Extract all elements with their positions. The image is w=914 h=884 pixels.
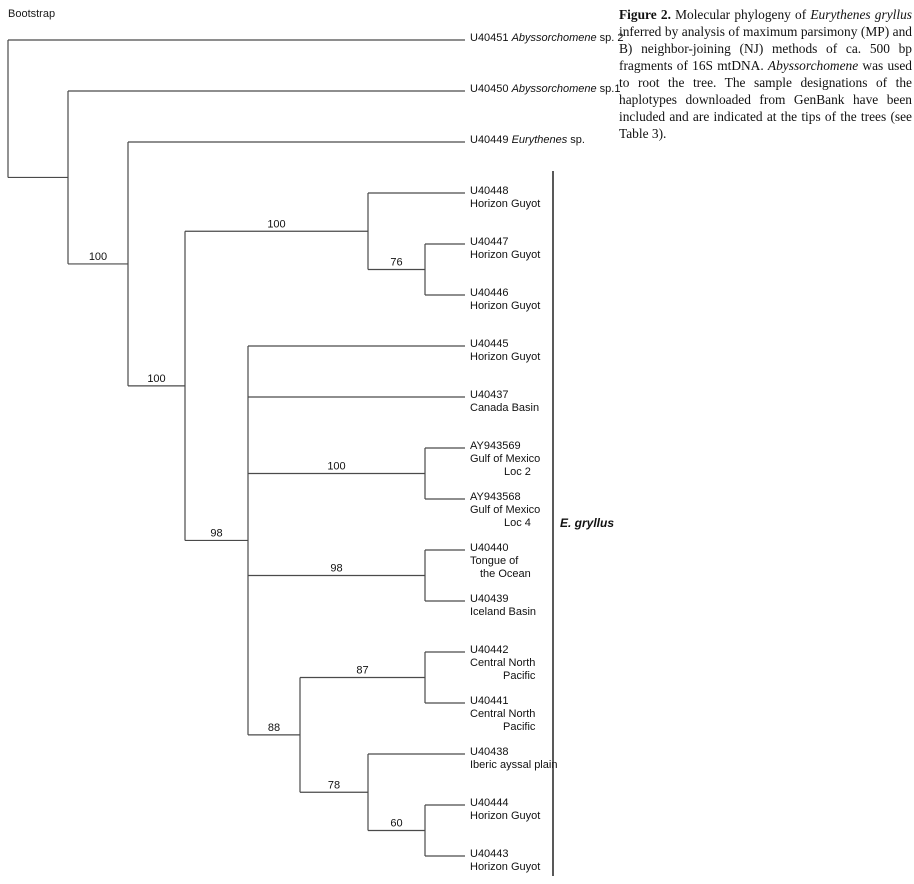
tip-label-line: U40446 — [470, 287, 509, 299]
tip-label-line: U40445 — [470, 338, 509, 350]
tip-label — [470, 542, 531, 581]
tip-label-line: U40444 — [470, 797, 509, 809]
caption-segment: Figure 2. — [619, 7, 671, 22]
tip-label-line: Horizon Guyot — [470, 861, 541, 873]
tip-label-line: Central North — [470, 708, 536, 720]
tip-label-line: Horizon Guyot — [470, 351, 541, 363]
support-value: 100 — [327, 460, 346, 473]
tip-label-line: Loc 2 — [504, 466, 531, 478]
tip-label-line: U40438 — [470, 746, 509, 758]
caption-segment: Molecular phylogeny of — [670, 7, 811, 22]
tip-label-line: the Ocean — [480, 568, 531, 580]
tip-label — [470, 746, 557, 772]
support-value: 87 — [356, 664, 369, 677]
tip-label-line: Pacific — [503, 670, 536, 682]
tip-label — [470, 236, 540, 262]
tip-label-line: Horizon Guyot — [470, 249, 541, 261]
tip-label — [470, 338, 540, 364]
caption-segment: inferred by analysis of maximum parsimony (MP) and B) neighbor-joining (NJ) methods of ca. 500 bp fragments of 16S mtDNA. — [619, 24, 912, 73]
caption-segment: Eurythenes gryllus — [810, 7, 912, 22]
clade-label: E. gryllus — [560, 515, 615, 530]
support-value: 76 — [390, 256, 403, 269]
tip-label-line: U40449 Eurythenes sp. — [470, 134, 585, 146]
tip-label-line: Loc 4 — [504, 517, 531, 529]
tip-label-line: U40440 — [470, 542, 509, 554]
figure-caption — [619, 6, 912, 142]
tip-label — [470, 848, 540, 874]
tip-label — [470, 134, 585, 147]
tip-label — [470, 491, 540, 530]
tip-label-line: Iceland Basin — [470, 606, 537, 618]
tip-label-line: U40441 — [470, 695, 509, 707]
tip-label — [470, 32, 624, 45]
tip-label-line: U40442 — [470, 644, 509, 656]
tip-label-line: U40447 — [470, 236, 509, 248]
support-value: 98 — [210, 527, 223, 540]
tip-label-line: U40437 — [470, 389, 509, 401]
support-value: 100 — [267, 218, 286, 231]
tip-label-line: U40451 Abyssorchomene sp. 2 — [470, 32, 624, 44]
bootstrap-label: Bootstrap — [8, 8, 56, 20]
tip-label — [470, 185, 540, 211]
support-value: 78 — [327, 779, 341, 792]
tip-label-line: Iberic ayssal plain — [470, 759, 558, 771]
support-value: 100 — [88, 250, 108, 263]
tip-label — [470, 287, 540, 313]
tip-label-line: U40448 — [470, 185, 509, 197]
tip-label-line: U40439 — [470, 593, 509, 605]
caption-segment: was used to root the tree. The sample designations of the haplotypes downloaded from GenBank have been included and are indicated at the tips of the trees (see Table 3). — [619, 58, 912, 141]
tip-label-line: Horizon Guyot — [470, 300, 541, 312]
tip-label — [470, 644, 535, 683]
tip-label-line: U40450 Abyssorchomene sp.1 — [470, 83, 621, 95]
caption-segment: Abyssorchomene — [767, 58, 859, 73]
tip-label — [470, 83, 620, 96]
tip-label — [470, 440, 540, 479]
support-value: 60 — [390, 817, 403, 830]
tip-label-line: Tongue of — [470, 555, 519, 567]
tip-label-line: U40443 — [470, 848, 509, 860]
tip-label-line: Pacific — [503, 721, 536, 733]
tip-label-line: Central North — [470, 657, 536, 669]
tip-label-line: Gulf of Mexico — [470, 453, 541, 465]
tip-label-line: Horizon Guyot — [470, 810, 541, 822]
support-value: 100 — [147, 372, 166, 385]
tip-label — [470, 695, 535, 734]
support-value: 98 — [330, 562, 343, 575]
tip-label-line: Horizon Guyot — [470, 198, 541, 210]
tip-label-line: AY943568 — [470, 491, 521, 503]
tip-label — [470, 797, 540, 823]
tip-label-line: AY943569 — [470, 440, 521, 452]
tip-label — [470, 389, 539, 415]
tip-label-line: Canada Basin — [470, 402, 540, 414]
tip-label-line: Gulf of Mexico — [470, 504, 541, 516]
tip-label — [470, 593, 536, 619]
support-value: 88 — [267, 721, 281, 734]
